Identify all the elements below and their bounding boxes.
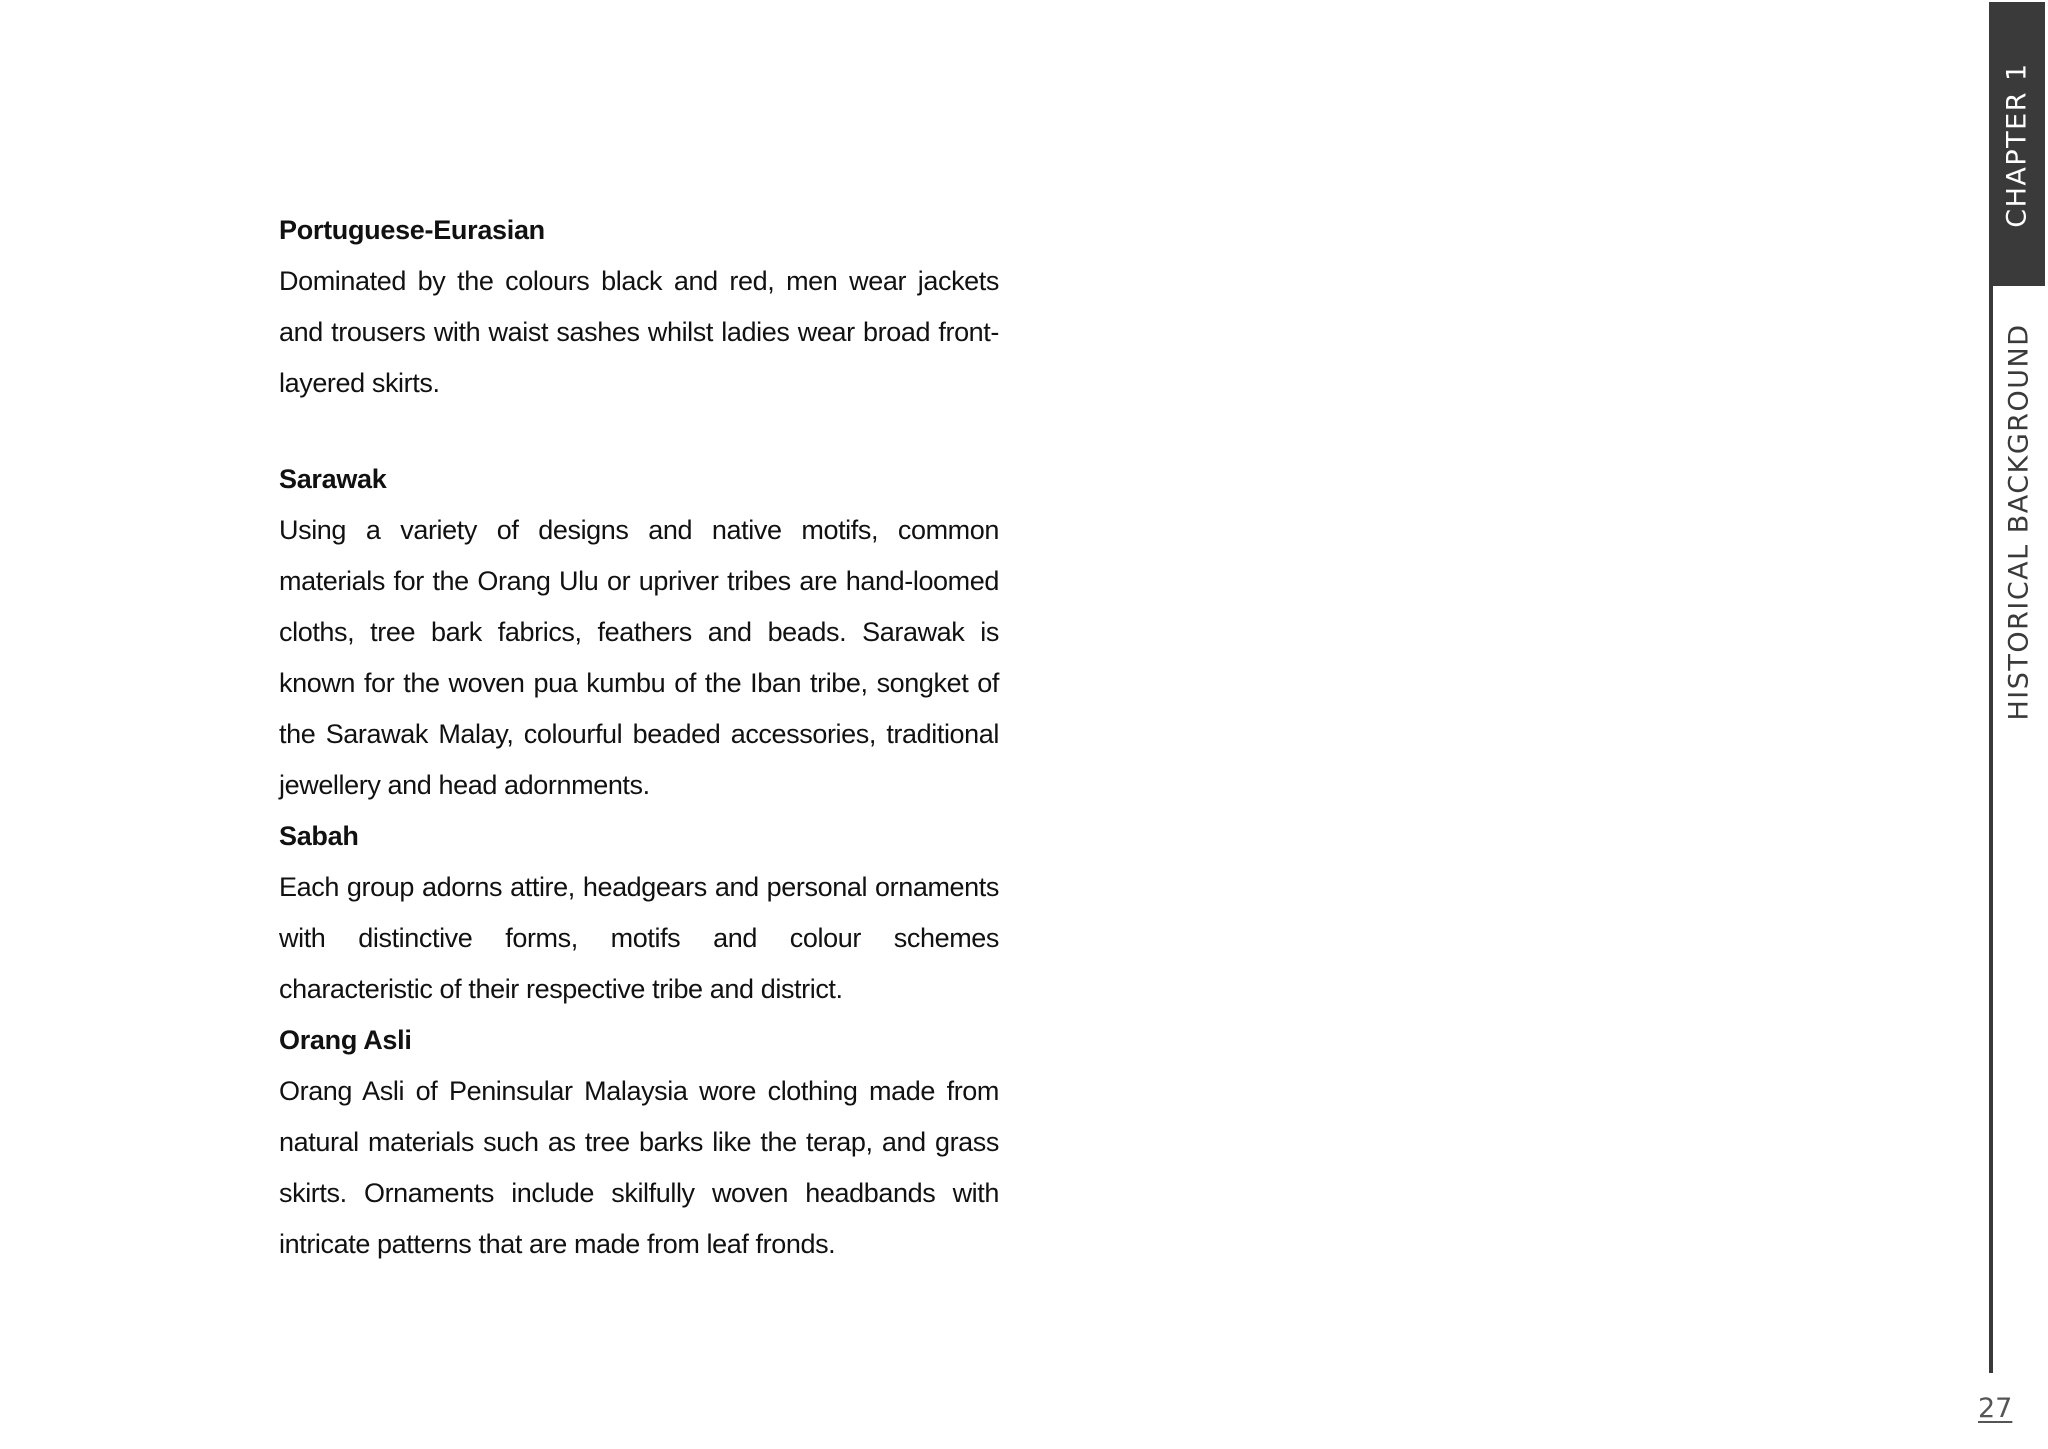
section-spacer <box>279 409 999 454</box>
section-heading-sabah: Sabah <box>279 821 359 851</box>
section-label: HISTORICAL BACKGROUND <box>2003 323 2035 721</box>
section-text-sarawak: Using a variety of designs and native motifs, common materials for the Orang Ulu or upriver tribes are hand-loomed cloths, tree bark fabrics, feathers and beads. Sarawak is known for the woven pua kumbu of the Iban tribe, songket of the Sarawak Malay, colourful beaded accessories, traditional jewellery and head adornments. <box>279 515 999 800</box>
page-body <box>279 205 999 1270</box>
chapter-label: CHAPTER 1 <box>2001 62 2033 228</box>
section-heading-sarawak: Sarawak <box>279 464 387 494</box>
section-text-orang-asli: Orang Asli of Peninsular Malaysia wore clothing made from natural materials such as tree barks like the terap, and grass skirts. Ornaments include skilfully woven headbands with intricate patterns that are made from leaf fronds. <box>279 1076 999 1259</box>
section-text-sabah: Each group adorns attire, headgears and personal ornaments with distinctive forms, motifs and colour schemes characteristic of their respective tribe and district. <box>279 872 999 1004</box>
section-heading-orang-asli: Orang Asli <box>279 1025 412 1055</box>
section-heading-portuguese-eurasian: Portuguese-Eurasian <box>279 215 545 245</box>
page-number: 27 <box>1978 1393 2013 1424</box>
section-text-portuguese-eurasian: Dominated by the colours black and red, men wear jackets and trousers with waist sashes whilst ladies wear broad front-layered skirts. <box>279 266 999 398</box>
side-divider <box>1989 286 1993 1373</box>
